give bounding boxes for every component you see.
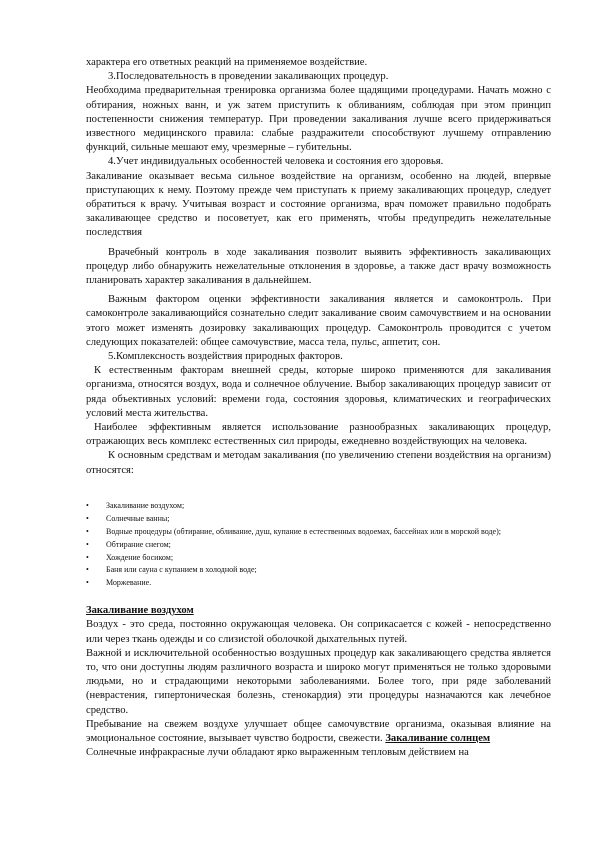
section-heading-sun: Закаливание солнцем [385, 733, 491, 745]
list-item: • Солнечные ванны; [86, 513, 551, 526]
list-item: • Моржевание. [86, 577, 551, 590]
principle-4-heading: 4.Учет индивидуальных особенностей человека и состояния его здоровья. [108, 156, 444, 168]
bullet-glyph: • [86, 539, 89, 549]
medical-control-paragraph: Врачебный контроль в ходе закаливания позволит выявить эффективность закаливающих процедур либо обнаружить нежелательные отклонения в здоровье, а также даст врачу возможность планировать характер закаливания в дальнейшем. [86, 246, 551, 287]
air-paragraph-3: Пребывание на свежем воздухе улучшает общее самочувствие организма, оказывая влияние на эмоциональное состояние, вызывает чувство бодрости, свежести. Закаливание солнцем [86, 718, 551, 745]
bullet-glyph: • [86, 552, 89, 562]
principle-5-heading: 5.Комплексность воздействия природных факторов. [108, 351, 343, 363]
list-item: • Закаливание воздухом; [86, 500, 551, 513]
principle-3-body: Необходима предварительная тренировка организма более щадящими процедурами. Начать можно с обтирания, ножных ванн, и уж затем приступить к обливаниям, соблюдая при этом принцип постепенности снижения температур. При проведении закаливания лучше всего придерживаться известного медицинского правила: слабые раздражители способствуют лучшему отправлению функций, сильные мешают ему, чрезмерные – губительны. [86, 85, 551, 154]
bullet-glyph: • [86, 526, 89, 536]
effective-methods-paragraph: Наиболее эффективным является использование разнообразных закаливающих процедур, отражающих весь комплекс естественных сил природы, ежедневно воздействующих на человека. [86, 422, 551, 448]
methods-list [86, 500, 551, 590]
sun-paragraph-1: Солнечные инфракрасные лучи обладают ярко выраженным тепловым действием на [86, 747, 469, 759]
bullet-glyph: • [86, 578, 89, 588]
list-item: • Водные процедуры (обтирание, обливание, душ, купание в естественных водоемах, бассейнах или в морской воде); [86, 526, 551, 539]
bullet-glyph: • [86, 565, 89, 575]
list-item: • Обтирание снегом; [86, 539, 551, 552]
bullet-glyph: • [86, 500, 89, 510]
bullet-glyph: • [86, 513, 89, 523]
section-heading-air: Закаливание воздухом [86, 605, 194, 617]
paragraph-continuation: характера его ответных реакций на применяемое воздействие. [86, 57, 368, 68]
air-paragraph-2: Важной и исключительной особенностью воздушных процедур как закаливающего средства является то, что они доступны людям различного возраста и широко могут применяться не только здоровыми людьми, но и страдающими некоторыми заболеваниями. Более того, при ряде заболеваний (неврастения, гипертоническая болезнь, стенокардия) эти процедуры назначаются как лечебное средство. [86, 647, 551, 716]
list-item: • Хождение босиком; [86, 552, 551, 565]
principle-3-heading: 3.Последовательность в проведении закаливающих процедур. [108, 71, 389, 83]
air-paragraph-1: Воздух - это среда, постоянно окружающая человека. Он соприкасается с кожей - непосредственно или через ткань одежды и со слизистой оболочкой дыхательных путей. [86, 619, 551, 645]
methods-intro-paragraph: К основным средствам и методам закаливания (по увеличению степени воздействия на организм) относятся: [86, 450, 551, 476]
self-control-paragraph: Важным фактором оценки эффективности закаливания является и самоконтроль. При самоконтроле закаливающийся сознательно следит закаливание своим самочувствием и на основании этого может изменять дозировку закаливающих процедур. Самоконтроль проводится с учетом следующих показателей: общее самочувствие, масса тела, пульс, аппетит, сон. [86, 294, 551, 348]
principle-5-body: К естественным факторам внешней среды, которые широко применяются для закаливания организма, относятся воздух, вода и солнечное облучение. Выбор закаливающих процедур зависит от ряда объективных условий: времени года, состояния здоровья, климатических и географических условий места жительства. [86, 365, 551, 419]
principle-4-body: Закаливание оказывает весьма сильное воздействие на организм, особенно на людей, впервые приступающих к нему. Поэтому прежде чем приступать к приему закаливающих процедур, следует обратиться к врачу. Учитывая возраст и состояние организма, врач поможет правильно подобрать закаливающее средство и посоветует, как его применять, чтобы предупредить нежелательные последствия [86, 170, 551, 239]
list-item: • Баня или сауна с купанием в холодной воде; [86, 564, 551, 577]
